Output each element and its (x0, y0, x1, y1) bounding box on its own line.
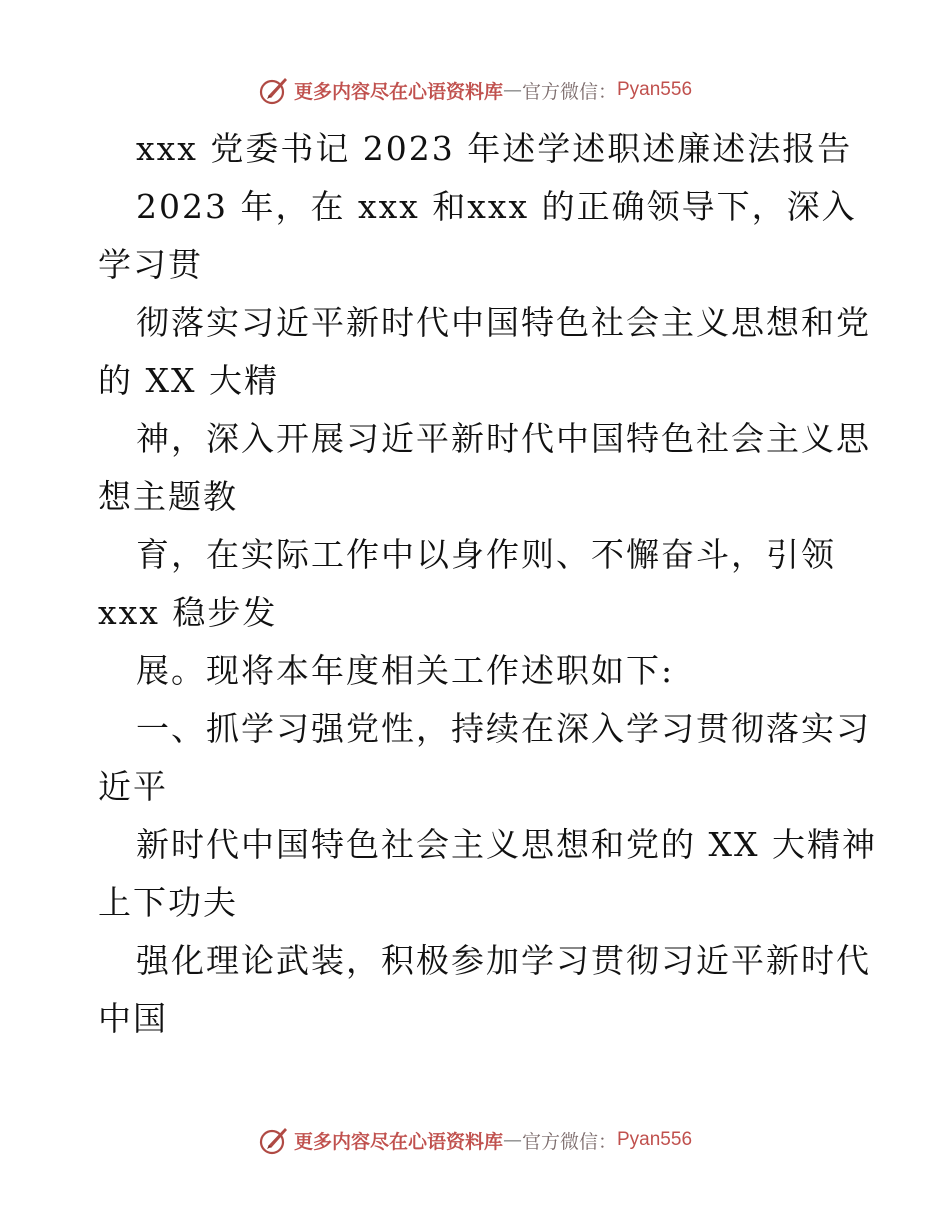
text-line: 展。现将本年度相关工作述职如下: (136, 651, 675, 690)
quill-logo-icon (258, 1124, 290, 1156)
document-body (98, 120, 877, 1048)
text-line: 彻落实习近平新时代中国特色社会主义思想和党 (136, 303, 871, 342)
watermark-dash: — (502, 79, 522, 101)
text-line: 的 XX 大精 (98, 361, 279, 400)
watermark-main-text: 更多内容尽在心语资料库 (293, 1130, 503, 1153)
header-watermark (0, 70, 950, 110)
text-line: xxx 稳步发 (98, 593, 278, 632)
document-title-line: xxx 党委书记 2023 年述学述职述廉述法报告 (136, 129, 853, 168)
text-line: 学习贯 (98, 245, 203, 284)
quill-logo-icon (258, 74, 290, 106)
watermark-wechat-id: Pyan556 (617, 79, 693, 100)
watermark-sub-text: 官方微信： (521, 1130, 617, 1153)
text-line: 想主题教 (98, 477, 238, 516)
watermark-sub-text: 官方微信： (521, 80, 617, 103)
text-line: 近平 (98, 767, 168, 806)
text-line: 新时代中国特色社会主义思想和党的 XX 大精神 (136, 825, 877, 864)
text-line: 神，深入开展习近平新时代中国特色社会主义思 (136, 419, 871, 458)
watermark-wechat-id: Pyan556 (617, 1129, 693, 1150)
footer-watermark (0, 1120, 950, 1160)
text-line: 育，在实际工作中以身作则、不懈奋斗，引领 (136, 535, 836, 574)
text-line: 一、抓学习强党性，持续在深入学习贯彻落实习 (136, 709, 871, 748)
text-line: 强化理论武装，积极参加学习贯彻习近平新时代 (136, 941, 871, 980)
watermark-dash: — (502, 1129, 522, 1151)
watermark-main-text: 更多内容尽在心语资料库 (293, 80, 503, 103)
text-line: 上下功夫 (98, 883, 238, 922)
text-line: 中国 (98, 999, 168, 1038)
text-line: 2023 年，在 xxx 和xxx 的正确领导下，深入 (136, 187, 857, 226)
